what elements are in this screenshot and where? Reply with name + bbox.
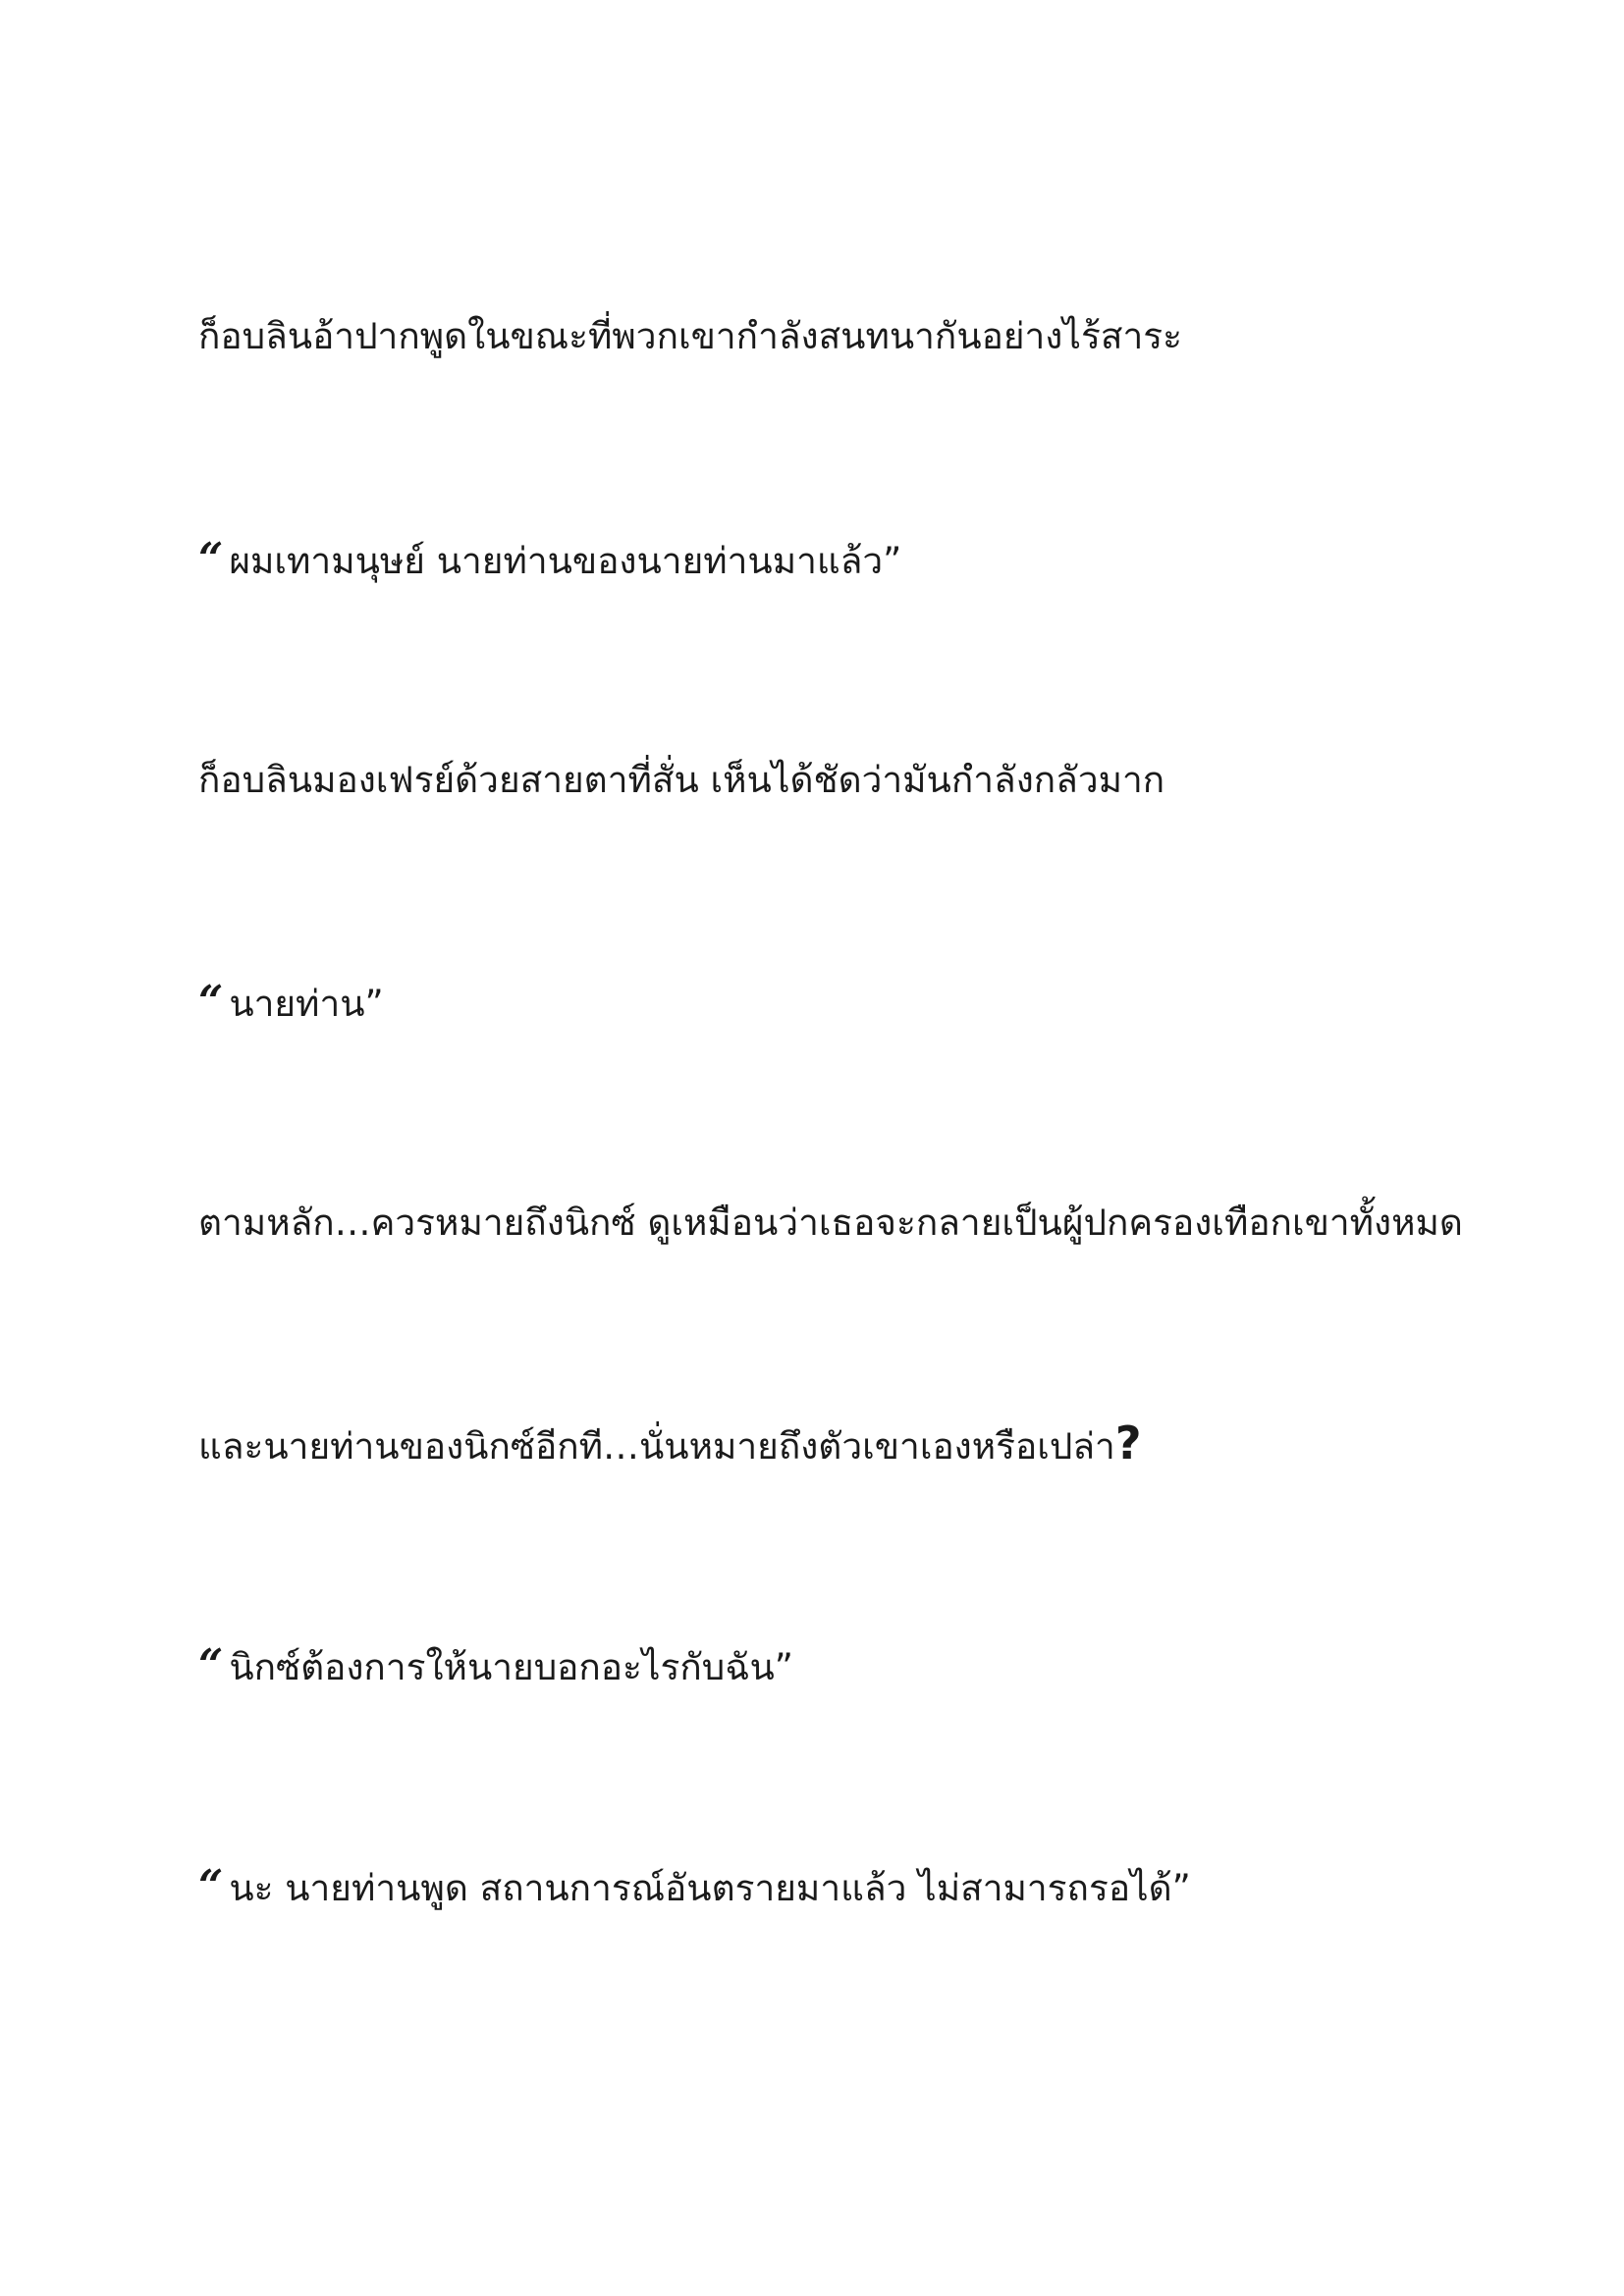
paragraph-text: ตามหลัก…ควรหมายถึงนิกซ์ ดูเหมือนว่าเธอจะกลายเป็นผู้ปกครองเทือกเขาทั้งหมด bbox=[198, 1201, 1463, 1244]
opening-quote-mark: “ bbox=[198, 977, 224, 1027]
paragraph-text: นะ นายท่านพูด สถานการณ์อันตรายมาแล้ว ไม่สามารถรอได้” bbox=[229, 1867, 1191, 1909]
dialogue-paragraph bbox=[198, 1641, 1475, 1692]
paragraph-text: ก็อบลินมองเฟรย์ด้วยสายตาที่สั่น เห็นได้ชัดว่ามันกำลังกลัวมาก bbox=[198, 759, 1165, 801]
opening-quote-mark: “ bbox=[198, 534, 224, 584]
dialogue-paragraph bbox=[198, 978, 1475, 1029]
paragraph-text: และนายท่านของนิกซ์อีกที…นั่นหมายถึงตัวเขาเองหรือเปล่า bbox=[198, 1425, 1115, 1468]
narration-paragraph bbox=[198, 1199, 1475, 1248]
dialogue-paragraph bbox=[198, 1862, 1475, 1913]
narration-paragraph bbox=[198, 1418, 1475, 1471]
opening-quote-mark: “ bbox=[198, 1861, 224, 1911]
paragraph-text: ก็อบลินอ้าปากพูดในขณะที่พวกเขากำลังสนทนากันอย่างไร้สาระ bbox=[198, 315, 1182, 357]
question-mark: ? bbox=[1114, 1416, 1142, 1469]
narration-paragraph bbox=[198, 756, 1475, 805]
paragraph-text: นิกซ์ต้องการให้นายบอกอะไรกับฉัน” bbox=[229, 1646, 793, 1688]
paragraph-text: นายท่าน” bbox=[229, 983, 384, 1025]
opening-quote-mark: “ bbox=[198, 1640, 224, 1690]
paragraph-text: ผมเทามนุษย์ นายท่านของนายท่านมาแล้ว” bbox=[229, 540, 902, 582]
dialogue-paragraph bbox=[198, 535, 1475, 586]
narration-paragraph bbox=[198, 312, 1475, 361]
